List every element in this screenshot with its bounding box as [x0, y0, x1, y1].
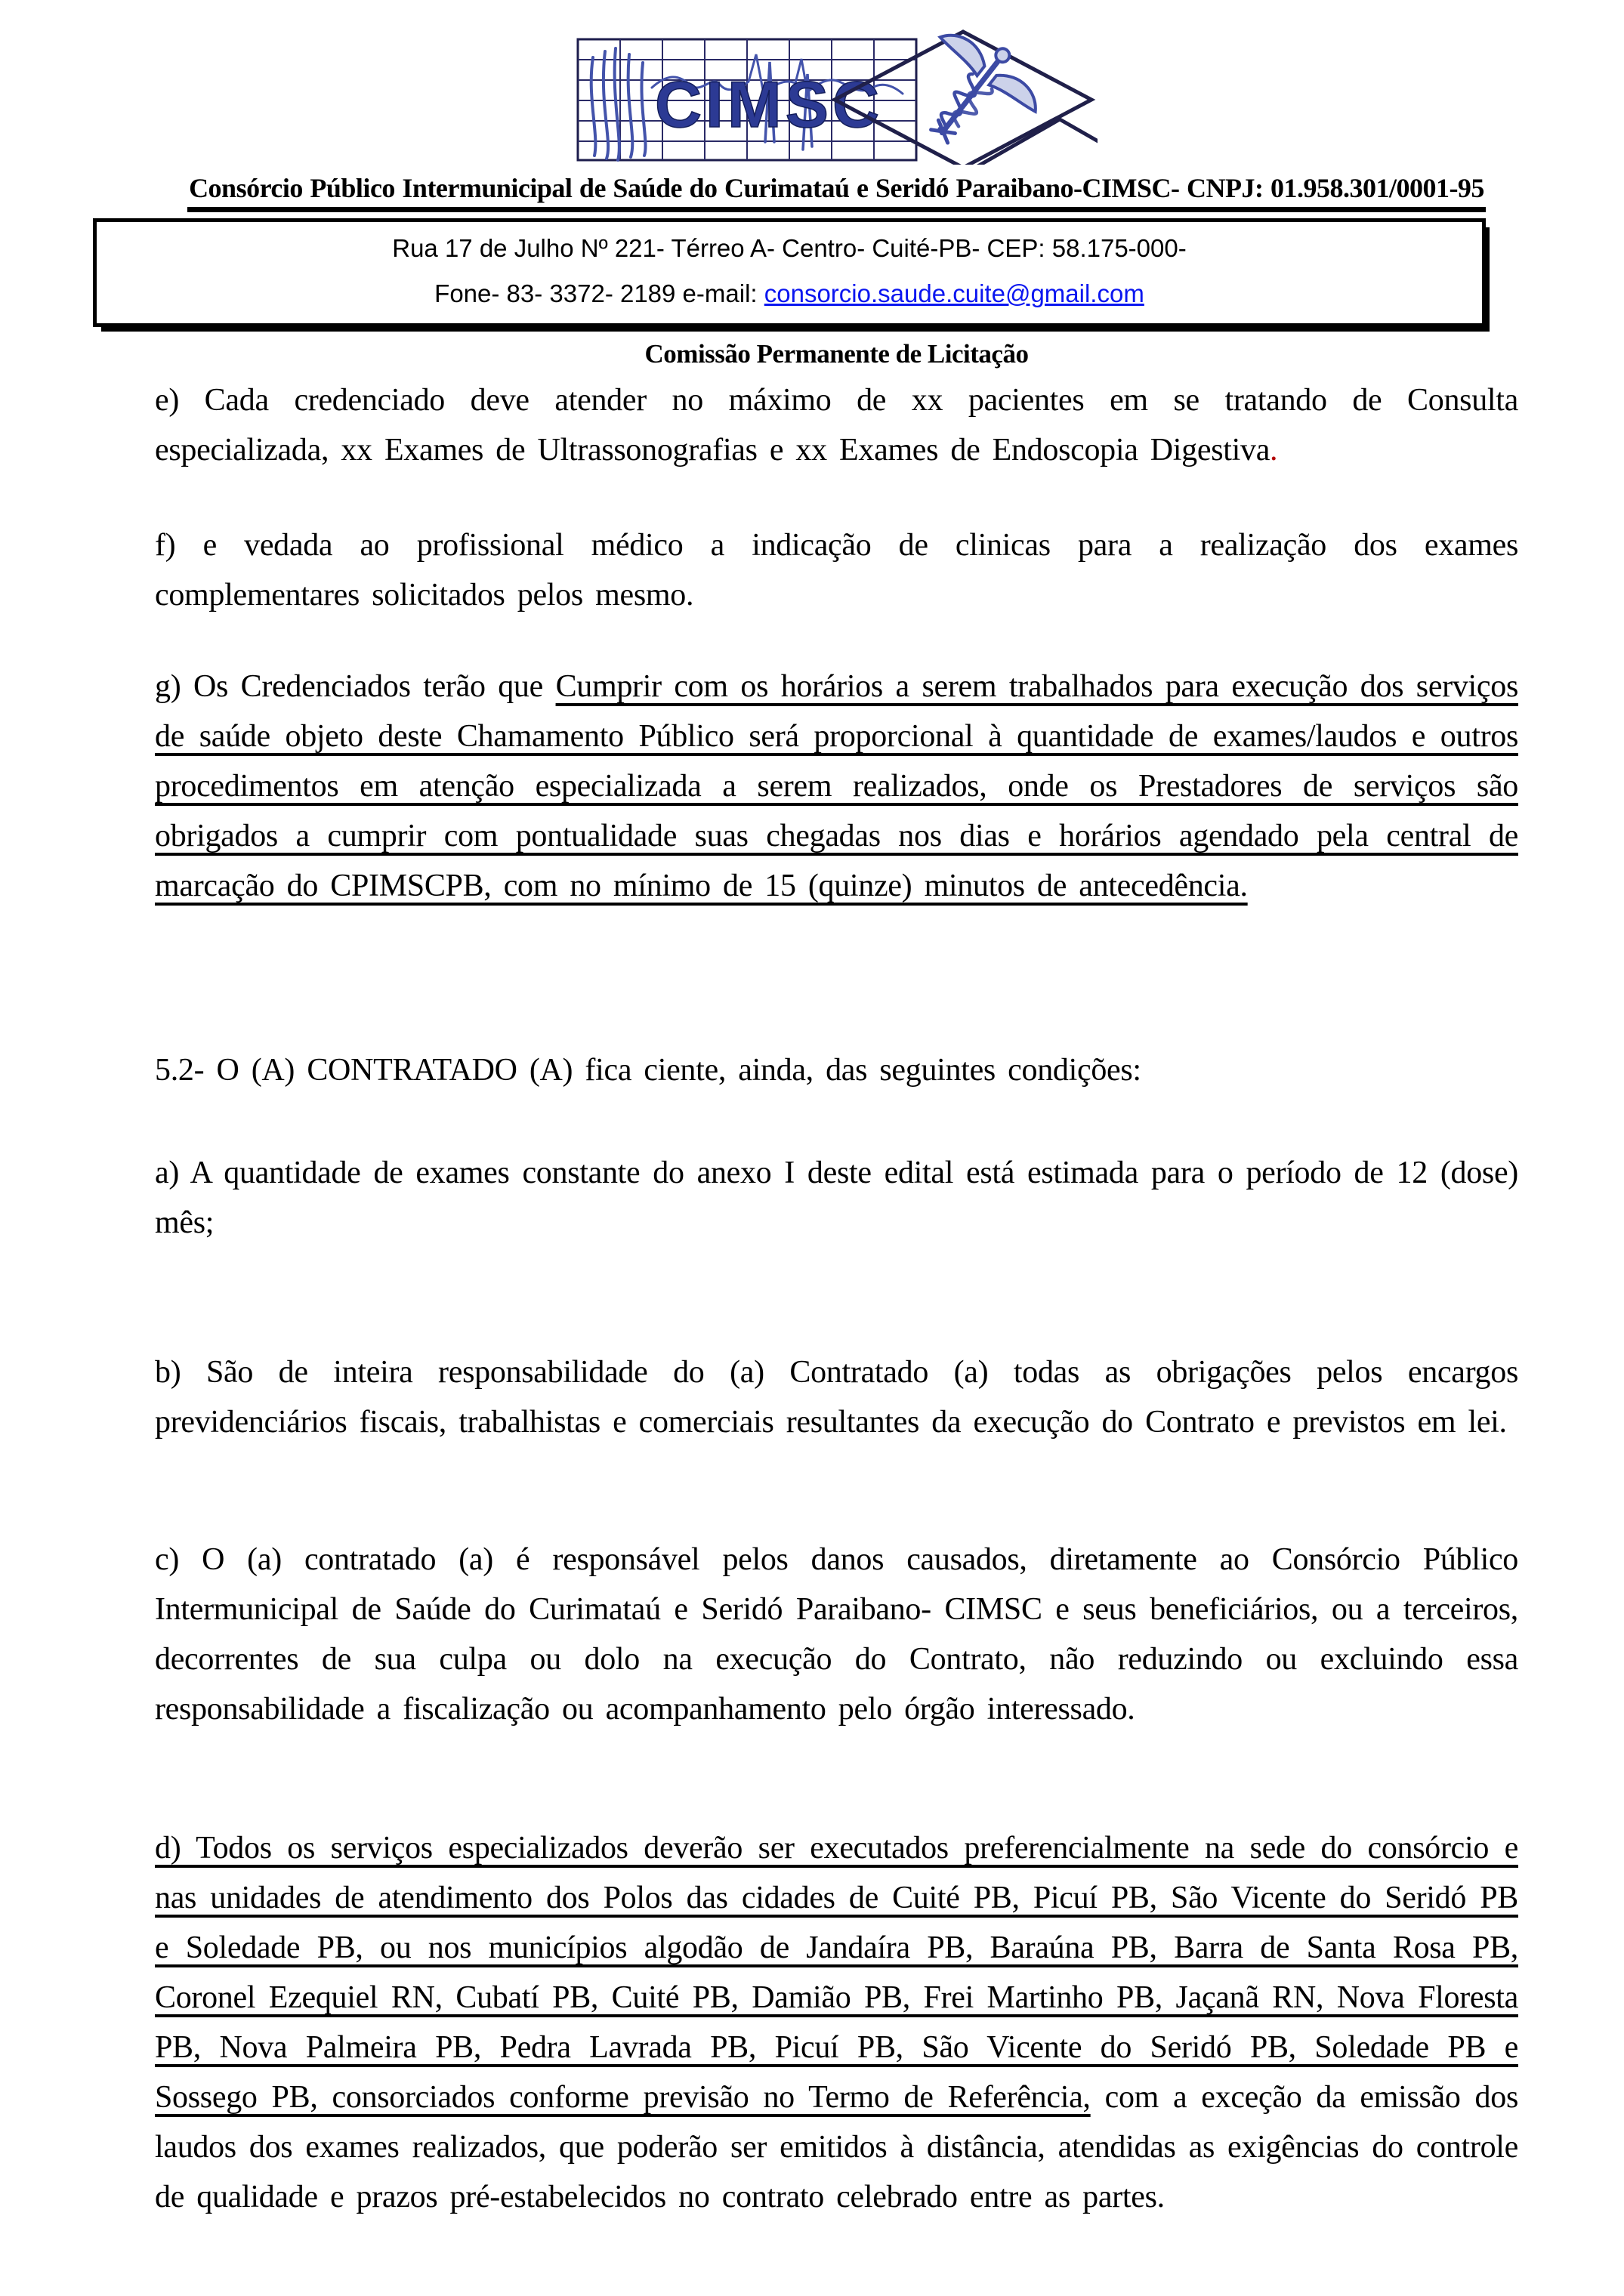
- clause-f: f) e vedada ao profissional médico a indicação de clinicas para a realização dos exames complementares solicitados pelos mesmo.: [155, 528, 1518, 613]
- ekg-grid-icon: [576, 29, 1098, 165]
- email-link[interactable]: consorcio.saude.cuite@gmail.com: [764, 279, 1144, 307]
- logo-wordmark: CIMSC: [654, 69, 884, 141]
- clause-e-text: e) Cada credenciado deve atender no máximo de xx pacientes em se tratando de Consulta especializada, xx Exames de Ultrassonografias e xx Exames de Endoscopia Digestiva: [155, 383, 1518, 468]
- clause-e-red-period: .: [1270, 433, 1278, 468]
- clause-g-prefix: g) Os Credenciados terão que: [155, 669, 556, 704]
- commission-subtitle: Comissão Permanente de Licitação: [644, 339, 1029, 369]
- address-line-2: [119, 279, 1459, 308]
- clause-b: b) São de inteira responsabilidade do (a) Contratado (a) todas as obrigações pelos encargos previdenciários fiscais, trabalhistas e comerciais resultantes da execução do Contrato e previstos em lei.: [155, 1355, 1518, 1440]
- page-title: [155, 172, 1518, 212]
- clause-g-underlined: Cumprir com os horários a serem trabalhados para execução dos serviços de saúde objeto deste Chamamento Público será proporcional à quantidade de exames/laudos e outros procedimentos em atenção especializada a serem realizados, onde os Prestadores de serviços são obrigados a cumprir com pontualidade suas chegadas nos dias e horários agendado pela central de marcação do CPIMSCPB, com no mínimo de 15 (quinze) minutos de antecedência.: [155, 669, 1519, 903]
- cimsc-logo: [576, 29, 1098, 165]
- clause-d-suffix: com a exceção da emissão dos laudos dos exames realizados, que poderão ser emitidos à distância, atendidas as exigências do controle de qualidade e prazos pré-estabelecidos no contrato celebrado entre as partes.: [155, 2080, 1518, 2214]
- clause-a: a) A quantidade de exames constante do anexo I deste edital está estimada para o período de 12 (dose) mês;: [155, 1156, 1518, 1240]
- phone-email-prefix: Fone- 83- 3372- 2189 e-mail:: [434, 279, 764, 307]
- clause-5-2-heading: 5.2- O (A) CONTRATADO (A) fica ciente, ainda, das seguintes condições:: [155, 1053, 1141, 1088]
- clause-e: [155, 375, 1518, 475]
- org-title-text: Consórcio Público Intermunicipal de Saúde do Curimataú e Seridó Paraibano-CIMSC- CNPJ: 01.958.301/0001-95: [187, 172, 1486, 212]
- address-line-1: Rua 17 de Julho Nº 221- Térreo A- Centro- Cuité-PB- CEP: 58.175-000-: [392, 234, 1187, 262]
- document-body: [155, 375, 1518, 2222]
- clause-d-underlined: d) Todos os serviços especializados deverão ser executados preferencialmente na sede do consórcio e nas unidades de atendimento dos Polos das cidades de Cuité PB, Picuí PB, São Vicente do Seridó PB e Soledade PB, ou nos municípios algodão de Jandaíra PB, Baraúna PB, Barra de Santa Rosa PB, Coronel Ezequiel RN, Cubatí PB, Cuité PB, Damião PB, Frei Martinho PB, Jaçanã RN, Nova Floresta PB, Nova Palmeira PB, Pedra Lavrada PB, Picuí PB, São Vicente do Seridó PB, Soledade PB e Sossego PB, consorciados conforme previsão no Termo de Referência,: [155, 1831, 1518, 2115]
- document-header: [0, 0, 1624, 369]
- diamond-outline-2: [954, 119, 1098, 165]
- clause-g: [155, 662, 1518, 911]
- clause-d: [155, 1823, 1518, 2222]
- address-box: [93, 218, 1486, 327]
- clause-c: c) O (a) contratado (a) é responsável pelos danos causados, diretamente ao Consórcio Público Intermunicipal de Saúde do Curimataú e Seridó Paraibano- CIMSC e seus beneficiários, ou a terceiros, decorrentes de sua culpa ou dolo na execução do Contrato, não reduzindo ou excluindo essa responsabilidade a fiscalização ou acompanhamento pelo órgão interessado.: [155, 1542, 1518, 1727]
